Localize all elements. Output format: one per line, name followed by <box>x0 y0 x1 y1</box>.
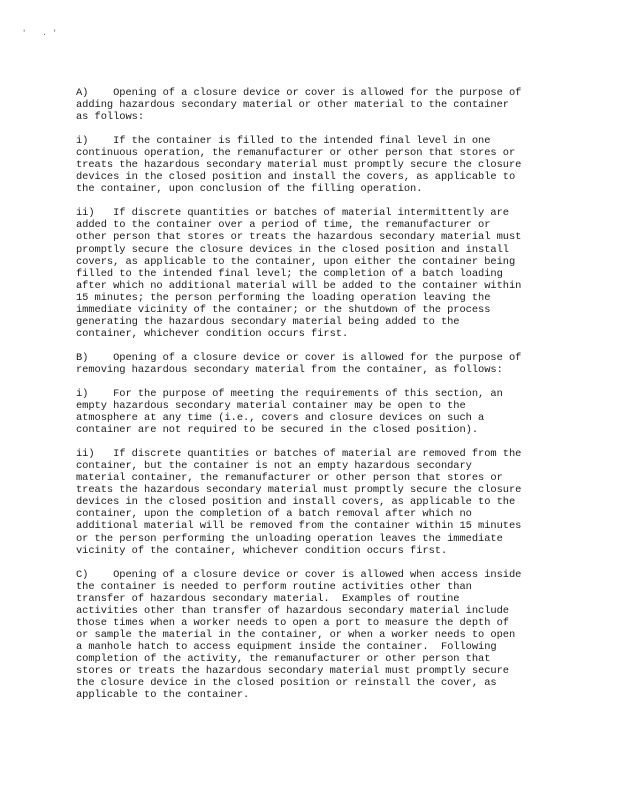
paragraph-c: C) Opening of a closure device or cover is allowed when access inside the container is needed to perform routine activities other than transfer of hazardous secondary material. Examples of routine activities other than transfer of hazardous secondary material include those times when a worker needs to open a port to measure the depth of or sample the material in the container, or when a worker needs to open a manhole hatch to access equipment inside the container. Following completion of the activity, the remanufacturer or other person that stores or treats the hazardous secondary material must promptly secure the closure device in the closed position or reinstall the cover, as applicable to the container. <box>76 568 522 702</box>
paragraph-b-ii: ii) If discrete quantities or batches of material are removed from the container, but the container is not an empty hazardous secondary material container, the remanufacturer or other person that stores or treats the hazardous secondary material must promptly secure the closure devices in the closed position and install covers, as applicable to the container, upon the completion of a batch removal after which no additional material will be removed from the container within 15 minutes or the person performing the unloading operation leaves the immediate vicinity of the container, whichever condition occurs first. <box>76 448 522 557</box>
paragraph-a-i: i) If the container is filled to the intended final level in one continuous operation, the remanufacturer or other person that stores or treats the hazardous secondary material must promptly secure the closure devices in the closed position and install the covers, as applicable to the container, upon conclusion of the filling operation. <box>76 135 522 196</box>
paragraph-b: B) Opening of a closure device or cover is allowed for the purpose of removing hazardous secondary material from the container, as follows: <box>76 351 522 376</box>
document-body <box>76 87 542 712</box>
paragraph-b-i: i) For the purpose of meeting the requirements of this section, an empty hazardous secondary material container may be open to the atmosphere at any time (i.e., covers and closure devices on such a container are not required to be secured in the closed position). <box>76 387 503 437</box>
paragraph-a-ii: ii) If discrete quantities or batches of material intermittently are added to the container over a period of time, the remanufacturer or other person that stores or treats the hazardous secondary material must promptly secure the closure devices in the closed position and install covers, as applicable to the container, upon either the container being filled to the intended final level; the completion of a batch loading after which no additional material will be added to the container within 15 minutes; the person performing the loading operation leaving the immediate vicinity of the container; or the shutdown of the process generating the hazardous secondary material being added to the container, whichever condition occurs first. <box>76 207 522 340</box>
scan-corner-marks: ' .' <box>22 30 63 38</box>
paragraph-a: A) Opening of a closure device or cover is allowed for the purpose of adding hazardous secondary material or other material to the container as follows: <box>76 87 522 124</box>
